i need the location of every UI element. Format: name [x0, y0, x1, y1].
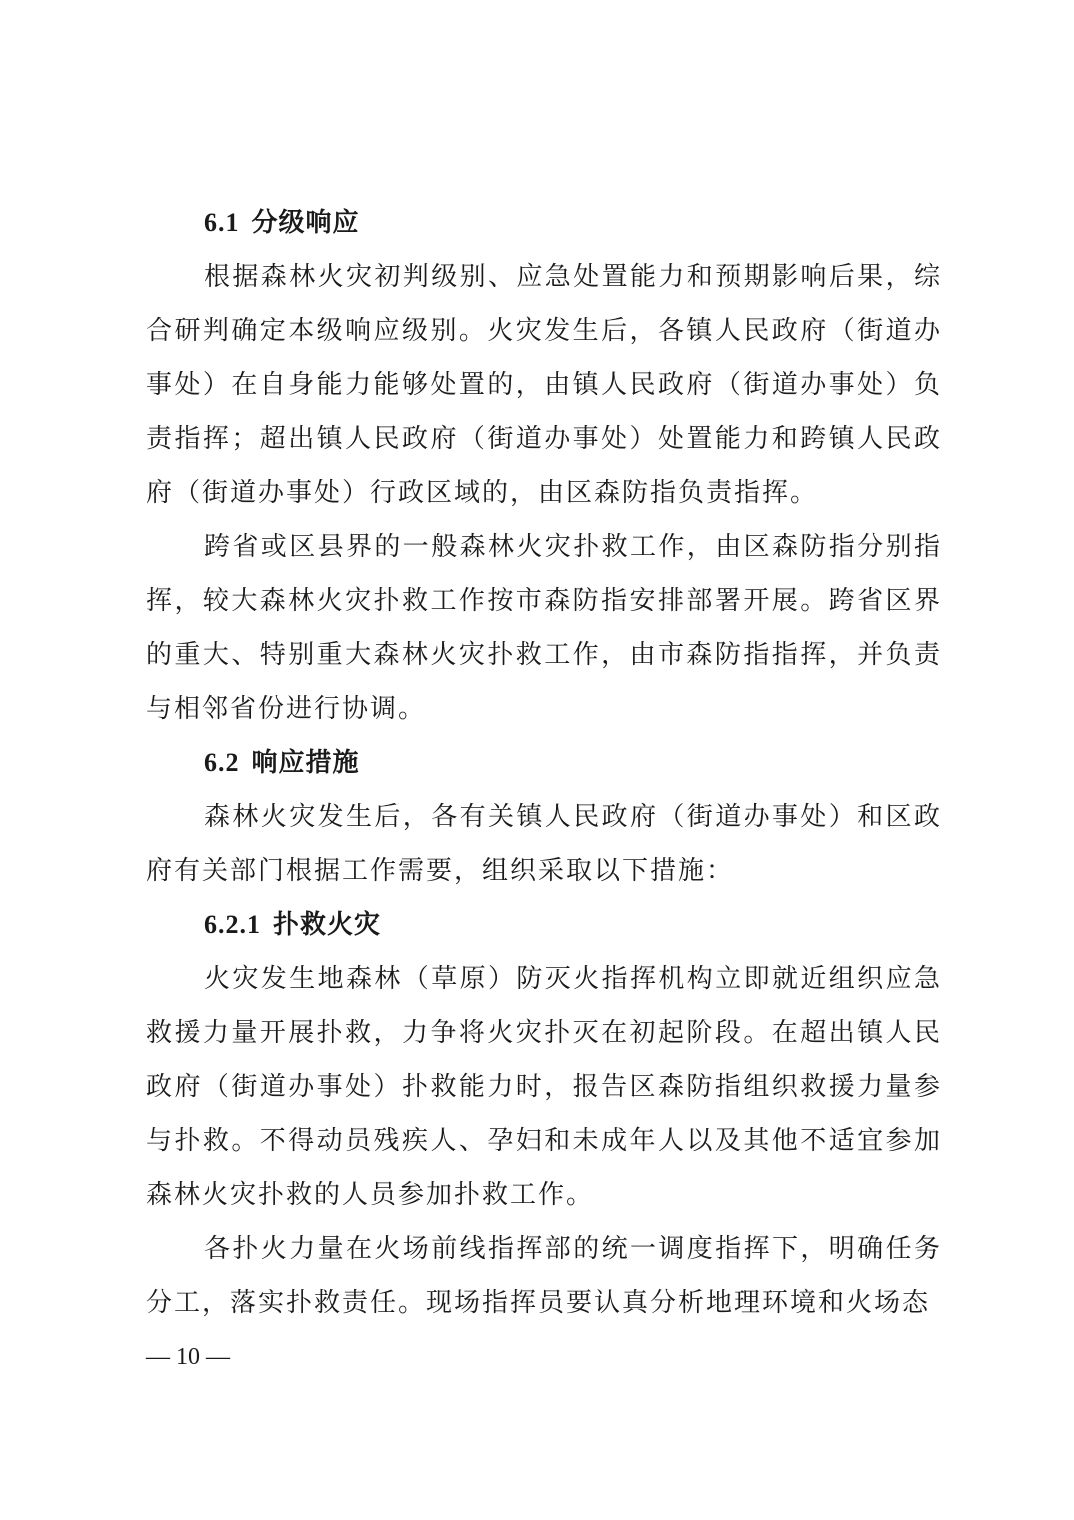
- section-heading-6-1: [146, 196, 942, 250]
- paragraph: 根据森林火灾初判级别、应急处置能力和预期影响后果，综合研判确定本级响应级别。火灾发生后，各镇人民政府（街道办事处）在自身能力能够处置的，由镇人民政府（街道办事处）负责指挥；超出镇人民政府（街道办事处）处置能力和跨镇人民政府（街道办事处）行政区域的，由区森防指负责指挥。: [146, 262, 942, 508]
- page-number: — 10 —: [146, 1344, 230, 1370]
- section-title: 响应措施: [251, 748, 360, 778]
- section-number: 6.2: [204, 748, 240, 777]
- section-title: 扑救火灾: [273, 910, 382, 940]
- paragraph: 跨省或区县界的一般森林火灾扑救工作，由区森防指分别指挥，较大森林火灾扑救工作按市森防指安排部署开展。跨省区界的重大、特别重大森林火灾扑救工作，由市森防指指挥，并负责与相邻省份进行协调。: [146, 532, 942, 724]
- section-number: 6.2.1: [204, 910, 261, 939]
- page-body: [146, 196, 942, 1330]
- paragraph: 火灾发生地森林（草原）防灭火指挥机构立即就近组织应急救援力量开展扑救，力争将火灾扑灭在初起阶段。在超出镇人民政府（街道办事处）扑救能力时，报告区森防指组织救援力量参与扑救。不得动员残疾人、孕妇和未成年人以及其他不适宜参加森林火灾扑救的人员参加扑救工作。: [146, 964, 942, 1210]
- section-heading-6-2-1: [146, 898, 942, 952]
- paragraph: 森林火灾发生后，各有关镇人民政府（街道办事处）和区政府有关部门根据工作需要，组织采取以下措施：: [146, 802, 942, 886]
- section-number: 6.1: [204, 208, 240, 237]
- section-heading-6-2: [146, 736, 942, 790]
- paragraph: 各扑火力量在火场前线指挥部的统一调度指挥下，明确任务分工，落实扑救责任。现场指挥员要认真分析地理环境和火场态: [146, 1234, 942, 1318]
- section-title: 分级响应: [251, 208, 360, 238]
